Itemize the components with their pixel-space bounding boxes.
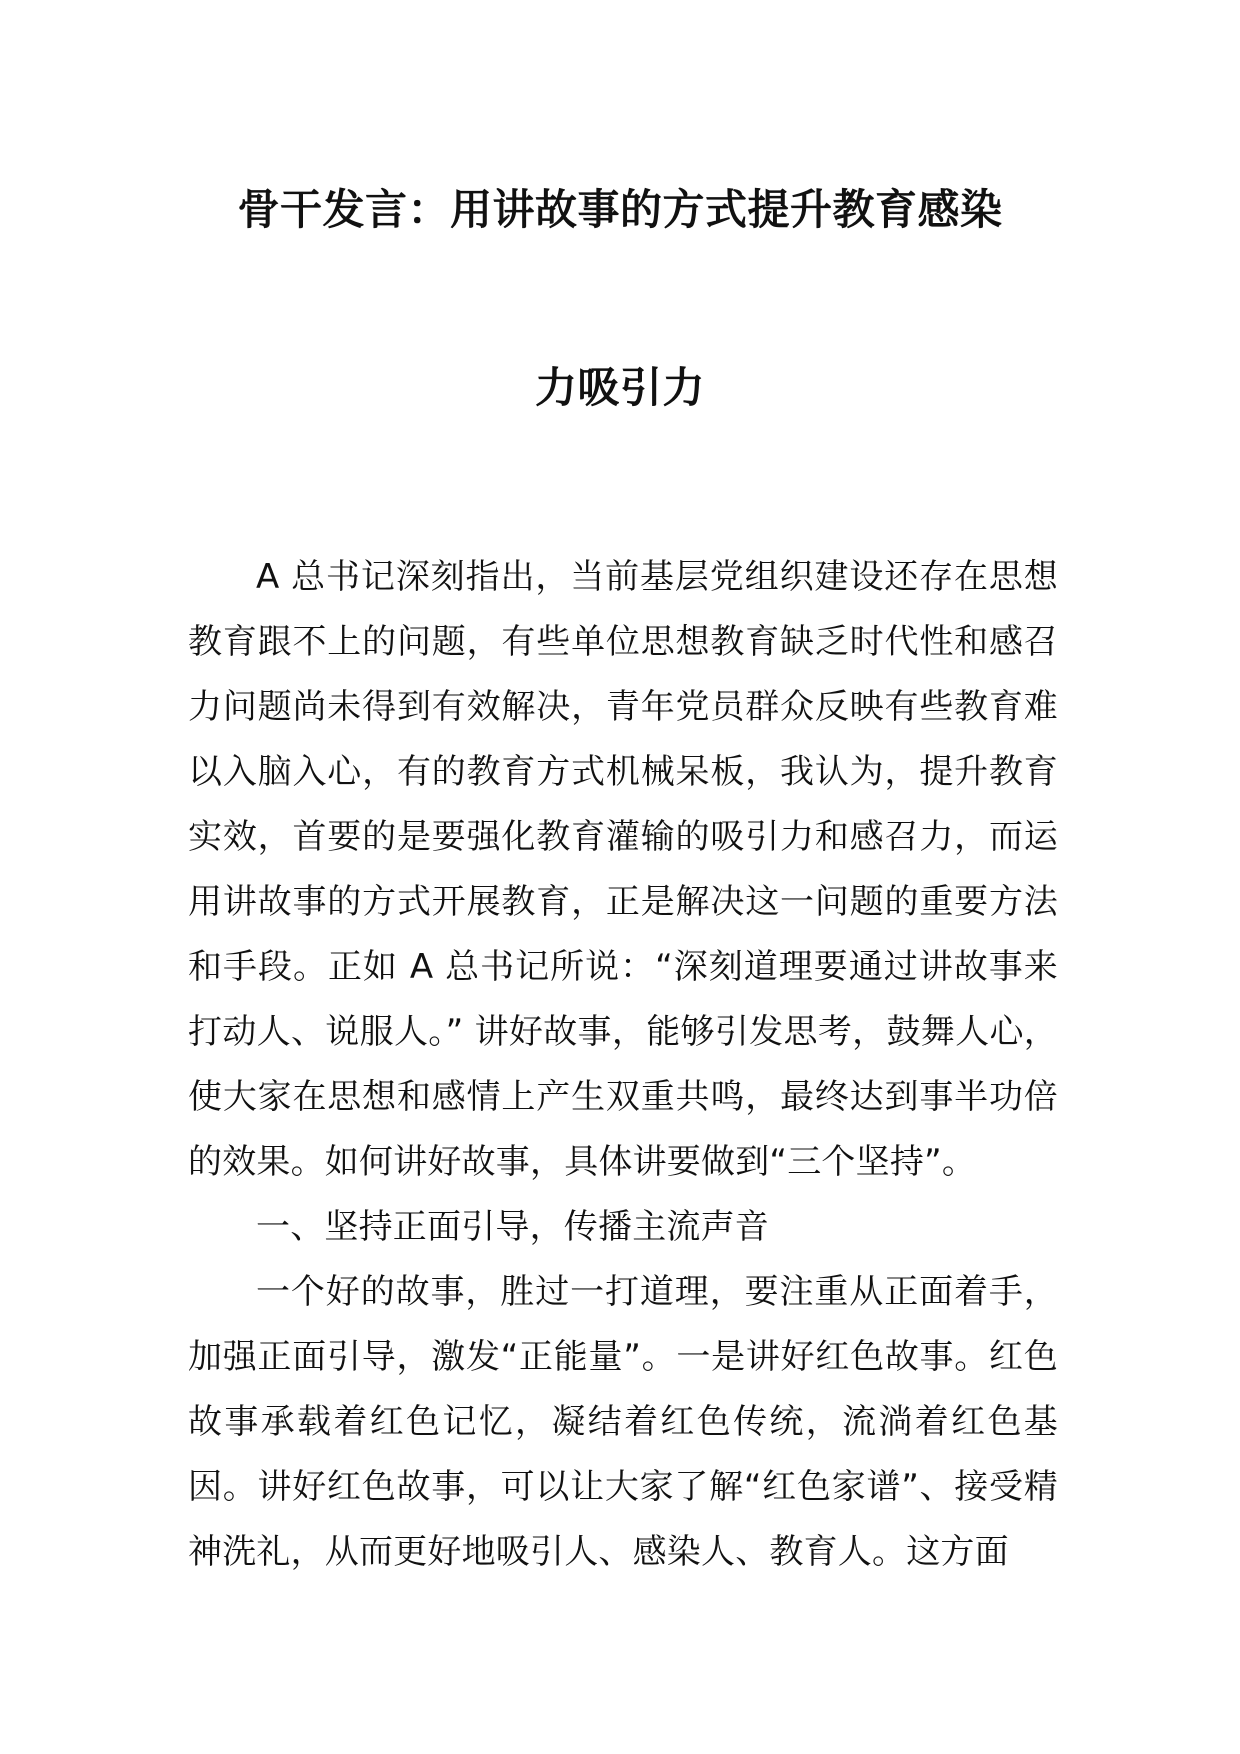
paragraph-intro: A 总书记深刻指出，当前基层党组织建设还存在思想教育跟不上的问题，有些单位思想教育缺乏时代性和感召力问题尚未得到有效解决，青年党员群众反映有些教育难以入脑入心，有的教育方式机械呆板，我认为，提升教育实效，首要的是要强化教育灌输的吸引力和感召力，而运用讲故事的方式开展教育，正是解决这一问题的重要方法和手段。正如 A 总书记所说：“深刻道理要通过讲故事来打动人、说服人。” 讲好故事，能够引发思考，鼓舞人心，使大家在思想和感情上产生双重共鸣，最终达到事半功倍的效果。如何讲好故事，具体讲要做到“三个坚持”。 <box>188 557 1058 1182</box>
document-body <box>188 545 1058 1585</box>
section-heading-1: 一、坚持正面引导，传播主流声音 <box>256 1207 769 1247</box>
document-title-line-2: 力吸引力 <box>534 363 705 412</box>
paragraph-section-1: 一个好的故事，胜过一打道理，要注重从正面着手，加强正面引导，激发“正能量”。一是讲好红色故事。红色故事承载着红色记忆，凝结着红色传统，流淌着红色基因。讲好红色故事，可以让大家了解“红色家谱”、接受精神洗礼，从而更好地吸引人、感染人、教育人。这方面 <box>188 1272 1058 1572</box>
document-title-line-1: 骨干发言：用讲故事的方式提升教育感染 <box>237 185 1003 234</box>
